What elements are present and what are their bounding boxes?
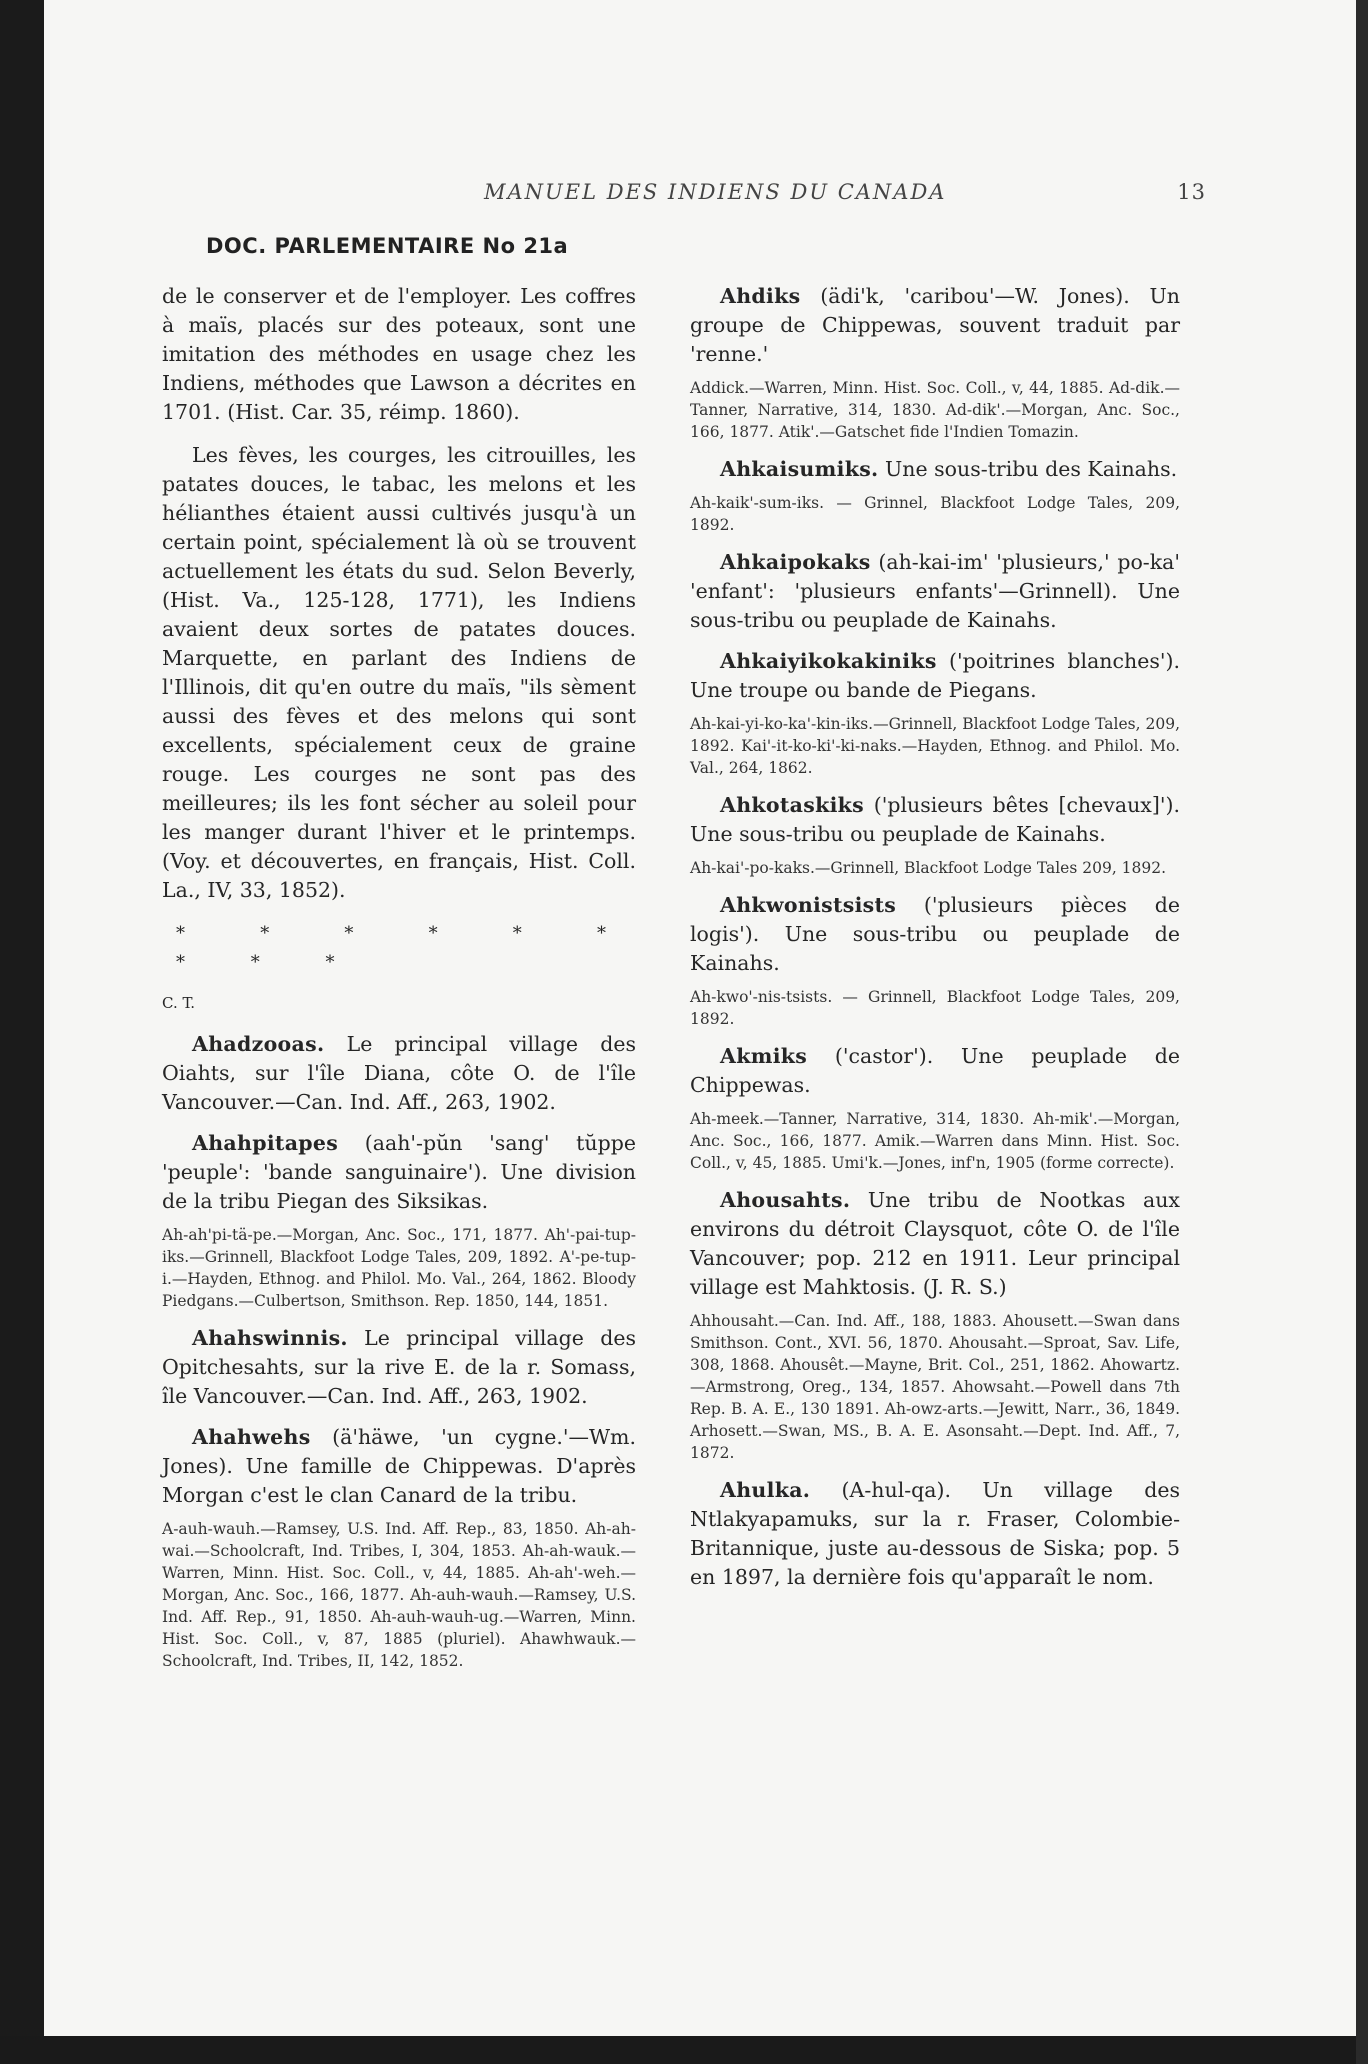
entry xyxy=(690,647,1180,779)
entry-synonyms: A-auh-wauh.—Ramsey, U.S. Ind. Aff. Rep., 83, 1850. Ah-ah-wai.—Schoolcraft, Ind. Tribes, I, 304, 1853. Ah-ah-wauk.—Warren, Minn. Hist. Soc. Coll., v, 44, 1885. Ah-ah'-weh.—Morgan, Anc. Soc., 166, 1877. Ah-auh-wauh.—Ramsey, U.S. Ind. Aff. Rep., 91, 1850. Ah-auh-wauh-ug.—Warren, Minn. Hist. Soc. Coll., v, 87, 1885 (pluriel). Ahawhwauk.—Schoolcraft, Ind. Tribes, II, 142, 1852. xyxy=(162,1520,636,1670)
entry-headword: Ahahwehs xyxy=(192,1425,311,1449)
entry-body: ('castor'). Une peuplade de Chippewas. xyxy=(690,1044,1180,1097)
entry-headword: Akmiks xyxy=(720,1044,808,1068)
entry-synonyms: Ah-kai-yi-ko-ka'-kin-iks.—Grinnell, Blackfoot Lodge Tales, 209, 1892. Kai'-it-ko-ki'-ki-naks.—Hayden, Ethnog. and Philol. Mo. Val., 264, 1862. xyxy=(690,715,1180,777)
entry-body: Le principal village des Oiahts, sur l'île Diana, côte O. de l'île Vancouver.—Can. Ind. Aff., 263, 1902. xyxy=(162,1032,636,1114)
left-column xyxy=(162,282,636,1676)
entry-synonyms: Ah-ah'pi-tä-pe.—Morgan, Anc. Soc., 171, 1877. Ah'-pai-tup-iks.—Grinnell, Blackfoot Lodge Tales, 209, 1892. A'-pe-tup-i.—Hayden, Ethnog. and Philol. Mo. Val., 264, 1862. Bloody Piedgans.—Culbertson, Smithson. Rep. 1850, 144, 1851. xyxy=(162,1226,636,1310)
entry-headword: Ahkaipokaks xyxy=(720,550,871,574)
entry xyxy=(690,791,1180,879)
entry-headword: Ahadzooas. xyxy=(192,1032,325,1056)
entry-body: Une sous-tribu des Kainahs. xyxy=(878,457,1178,481)
entry-body: (ah-kai-im' 'plusieurs,' po-ka' 'enfant': 'plusieurs enfants'—Grinnell). Une sous-tribu ou peuplade de Kainahs. xyxy=(690,550,1180,632)
entry xyxy=(690,1476,1180,1592)
body-paragraph: Les fèves, les courges, les citrouilles, les patates douces, le tabac, les melons et les hélianthes étaient aussi cultivés jusqu'à un certain point, spécialement là où se trouvent actuellement les états du sud. Selon Beverly, (Hist. Va., 125-128, 1771), les Indiens avaient deux sortes de patates douces. Marquette, en parlant des Indiens de l'Illinois, dit qu'en outre du maïs, "ils sèment aussi des fèves et des melons qui sont excellents, spécialement ceux de graine rouge. Les courges ne sont pas des meilleures; ils les font sécher au soleil pour les manger durant l'hiver et le printemps. (Voy. et découvertes, en français, Hist. Coll. La., IV, 33, 1852). xyxy=(162,443,636,902)
entry-synonyms: Ah-meek.—Tanner, Narrative, 314, 1830. Ah-mik'.—Morgan, Anc. Soc., 166, 1877. Amik.—Warren dans Minn. Hist. Soc. Coll., v, 45, 1885. Umi'k.—Jones, inf'n, 1905 (forme correcte). xyxy=(690,1110,1180,1172)
running-header xyxy=(484,180,1206,204)
entry xyxy=(690,282,1180,443)
entry-body: (ädi'k, 'caribou'—W. Jones). Un groupe de Chippewas, souvent traduit par 'renne.' xyxy=(690,284,1180,366)
entry xyxy=(162,1030,636,1117)
entry-body: (ä'häwe, 'un cygne.'—Wm. Jones). Une famille de Chippewas. D'après Morgan c'est le clan Canard de la tribu. xyxy=(162,1425,636,1507)
entry-body: ('plusieurs pièces de logis'). Une sous-tribu ou peuplade de Kainahs. xyxy=(690,893,1180,975)
page-number: 13 xyxy=(1177,180,1206,204)
doc-label: DOC. PARLEMENTAIRE No 21a xyxy=(206,234,569,258)
right-column xyxy=(690,282,1180,1592)
author-signature: C. T. xyxy=(162,994,196,1012)
entry-body: ('plusieurs bêtes [chevaux]'). Une sous-tribu ou peuplade de Kainahs. xyxy=(690,793,1180,846)
entry-headword: Ahahswinnis. xyxy=(192,1326,348,1350)
entry-synonyms: Ahhousaht.—Can. Ind. Aff., 188, 1883. Ahousett.—Swan dans Smithson. Cont., XVI. 56, 1870. Ahousaht.—Sproat, Sav. Life, 308, 1868. Ahousêt.—Mayne, Brit. Col., 251, 1862. Ahowartz.—Armstrong, Oreg., 134, 1857. Ahowsaht.—Powell dans 7th Rep. B. A. E., 130 1891. Ah-owz-arts.—Jewitt, Narr., 36, 1849. Arhosett.—Swan, MS., B. A. E. Asonsaht.—Dept. Ind. Aff., 7, 1872. xyxy=(690,1312,1180,1462)
entry-headword: Ahkaiyikokakiniks xyxy=(720,649,937,673)
entry-body: ('poitrines blanches'). Une troupe ou bande de Piegans. xyxy=(690,649,1180,702)
entry-headword: Ahkotaskiks xyxy=(720,793,865,817)
entry-body: (A-hul-qa). Un village des Ntlakyapamuks, sur la r. Fraser, Colombie-Britannique, juste au-dessous de Siska; pop. 5 en 1897, la dernière fois qu'apparaît le nom. xyxy=(690,1478,1180,1589)
entry xyxy=(162,1324,636,1411)
entry-synonyms: Ah-kwo'-nis-tsists. — Grinnell, Blackfoot Lodge Tales, 209, 1892. xyxy=(690,988,1180,1028)
entry xyxy=(690,548,1180,635)
entry xyxy=(162,1129,636,1312)
entry xyxy=(690,1186,1180,1464)
entry-body: (aah'-pŭn 'sang' tŭppe 'peuple': 'bande sanguinaire'). Une division de la tribu Piegan des Siksikas. xyxy=(162,1131,636,1213)
scan-edge-bottom xyxy=(0,2036,1368,2064)
entry-synonyms: Ah-kai'-po-kaks.—Grinnell, Blackfoot Lodge Tales 209, 1892. xyxy=(690,859,1167,877)
entry xyxy=(162,1423,636,1672)
entry-headword: Ahulka. xyxy=(720,1478,811,1502)
entry-body: Le principal village des Opitchesahts, sur la rive E. de la r. Somass, île Vancouver.—Can. Ind. Aff., 263, 1902. xyxy=(162,1326,636,1408)
continuation-paragraph: de le conserver et de l'employer. Les coffres à maïs, placés sur des poteaux, sont une imitation des méthodes en usage chez les Indiens, méthodes que Lawson a décrites en 1701. (Hist. Car. 35, réimp. 1860). xyxy=(162,284,636,424)
entry-headword: Ahkwonistsists xyxy=(720,893,897,917)
entry-body: Une tribu de Nootkas aux environs du détroit Claysquot, côte O. de l'île Vancouver; pop. 212 en 1911. Leur principal village est Mahktosis. (J. R. S.) xyxy=(690,1188,1180,1299)
entry-headword: Ahahpitapes xyxy=(192,1131,339,1155)
entry-synonyms: Ah-kaik'-sum-iks. — Grinnel, Blackfoot Lodge Tales, 209, 1892. xyxy=(690,494,1180,534)
scan-edge-right xyxy=(1356,0,1368,2064)
entry xyxy=(690,455,1180,536)
entry xyxy=(690,1042,1180,1174)
section-stars: * * * * * * * * * xyxy=(176,923,636,973)
entry-headword: Ahousahts. xyxy=(720,1188,851,1212)
entry-headword: Ahdiks xyxy=(720,284,801,308)
running-title: MANUEL DES INDIENS DU CANADA xyxy=(484,180,947,204)
entry-synonyms: Addick.—Warren, Minn. Hist. Soc. Coll., v, 44, 1885. Ad-dik.—Tanner, Narrative, 314, 1830. Ad-dik'.—Morgan, Anc. Soc., 166, 1877. Atik'.—Gatschet fide l'Indien Tomazin. xyxy=(690,379,1180,441)
entry xyxy=(690,891,1180,1030)
entry-headword: Ahkaisumiks. xyxy=(720,457,879,481)
